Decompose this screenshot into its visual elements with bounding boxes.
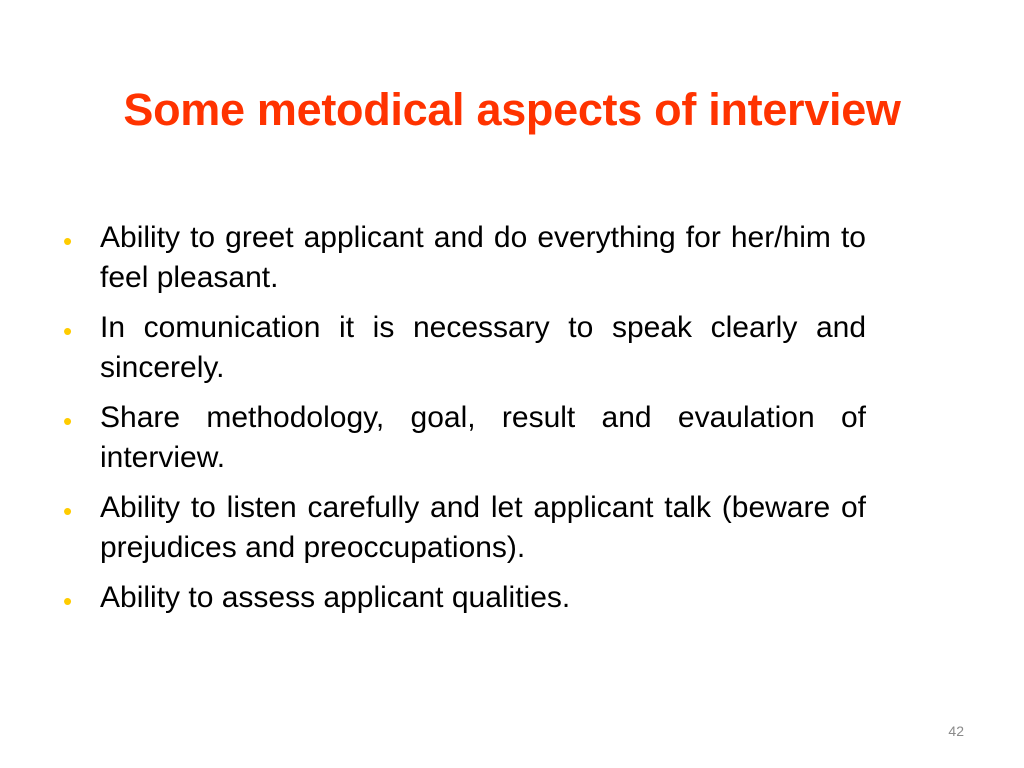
bullet-dot-icon: • (63, 316, 73, 346)
bullet-item (60, 308, 866, 388)
bullet-item (60, 398, 866, 478)
bullet-text: In comunication it is necessary to speak clearly and sincerely. (100, 311, 866, 384)
bullet-text: Share methodology, goal, result and evaulation of interview. (100, 401, 866, 474)
bullet-dot-icon: • (63, 226, 73, 256)
bullet-dot-icon: • (63, 586, 73, 616)
bullet-item (60, 218, 866, 298)
bullet-text: Ability to greet applicant and do everything for her/him to feel pleasant. (100, 221, 866, 294)
bullet-dot-icon: • (63, 406, 73, 436)
bullet-list (60, 218, 866, 628)
slide-title: Some metodical aspects of interview (123, 84, 901, 135)
bullet-dot-icon: • (63, 496, 73, 526)
page-number: 42 (948, 723, 964, 739)
bullet-item (60, 578, 866, 618)
bullet-text: Ability to listen carefully and let applicant talk (beware of prejudices and preoccupations). (100, 491, 866, 564)
bullet-text: Ability to assess applicant qualities. (100, 581, 571, 614)
bullet-item (60, 488, 866, 568)
